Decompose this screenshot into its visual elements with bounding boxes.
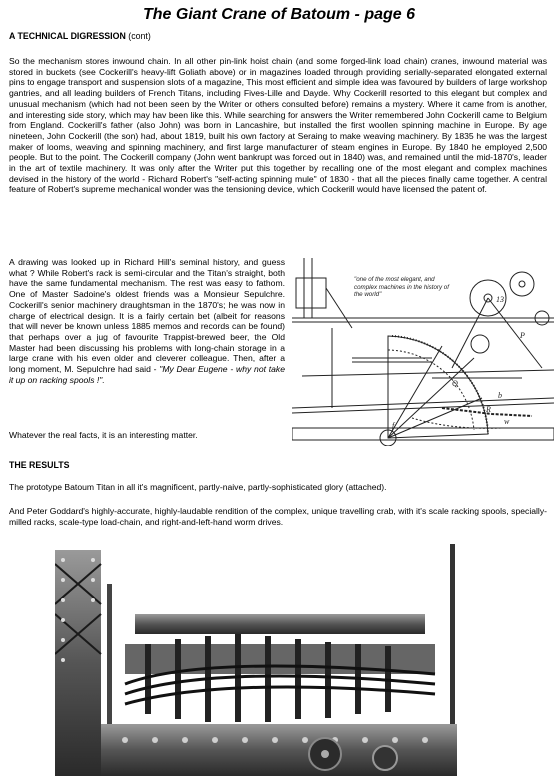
paragraph-prototype: The prototype Batoum Titan in all it's magnificent, partly-naive, partly-sophisticated glory (attached). [9,482,387,492]
paragraph-hill-drawing-text: A drawing was looked up in Richard Hill's seminal history, and guess what ? While Robert's rack is semi-circular and the Titan's straight, both have the same fundamental mechanism. The rest was easy to fathom. One of Master Sadoine's oldest friends was a Monsieur Sepulchre. Cockerill's senior machinery draughtsman in the 1870's; he was now in charge of electrical design. It is a fairly certain bet (albeit for reasons that will never be known unless 1885 memos and records can be found) that perhaps over a jug of favourite Trappist-brewed beer, the Old Master had been discussing his problems with long-chain storage in a large crane with his even older and cleverer colleague. Then, after a long moment, M. Sepulchre had said - [9,257,285,375]
drawing-label-w: w [504,417,510,426]
drawing-label-r: R [486,405,491,414]
paragraph-goddard-rendition: And Peter Goddard's highly-accurate, highly-laudable rendition of the complex, unique travelling crab, with it's scale racking spools, specially-milled racks, scale-type load-chain, and right-and-left-hand worm drives. [9,506,547,527]
drawing-label-13: 13 [496,295,504,304]
paragraph-interesting-matter: Whatever the real facts, it is an interesting matter. [9,430,198,440]
drawing-label-b: b [498,391,502,400]
drawing-label-f: f [392,421,395,430]
section-heading-suffix: (cont) [128,31,151,41]
spinning-mule-drawing [292,258,554,446]
paragraph-hill-drawing [9,257,285,385]
page-title: The Giant Crane of Batoum - page 6 [142,6,416,23]
meccano-crane-photo [55,544,457,776]
paragraph-cockerill-history: So the mechanism stores inwound chain. In all other pin-link hoist chain (and some forged-link load chain) cranes, inwound material was stored in buckets (see Cockerill's heavy-lift Goliath above) or in magazines loaded through providing serially-separated elongated external pins to engage transport and suspension slots of a magazine, This most efficient and simple idea was favoured by builders of large workshop gantries, and all leading builders of French Titans, including Fives-Lille and Dayde. Why Cockerill resorted to this elegant but complex and unusual mechanism (which had not been seen by the Writer or others consulted before) remains a mystery. Where it came from is another, and interesting side story, which may hav been like this. While searching for answers the Writer remembered John Cockerill came to Belgium from England. Cockerill's father (also John) was born in Lancashire, but installed the first woollen spinning machine in Europe. By age nineteen, John Cockerill (the son) had, about 1819, built his own factory at Seraing to make weaving machinery. By 1835 he was the largest maker of looms, weaving and spinning machinery, and first large manufacturer of steam engines in Europe. By 1840 he employed 2,500 people. But to the point. The Cockerill company (John went bankrupt was forced out in 1840) was, and remained until the mid-1870's, leader in the art of textile machinery. It was only after the Writer put this together by recalling one of the most elegant and complex machines devised in the history of the world - Richard Robert's "self-acting spinning mule" of 1830 - that all the pieces finally came together. A central feature of Robert's supreme mechanical wonder was the tensioning device, which Cockerill would have licensed the patent of. [9,56,547,195]
drawing-caption: "one of the most elegant, and complex machines in the history of the world" [354,276,449,299]
section-heading-results: THE RESULTS [9,460,70,470]
section-heading-text: A TECHNICAL DIGRESSION [9,31,126,41]
section-heading-technical-digression [9,31,151,42]
drawing-label-p: P [520,331,525,340]
sepulchre-quote: "My Dear Eugene - why not take it up on racking spools !". [9,364,285,385]
drawing-label-q: Q [452,379,458,388]
